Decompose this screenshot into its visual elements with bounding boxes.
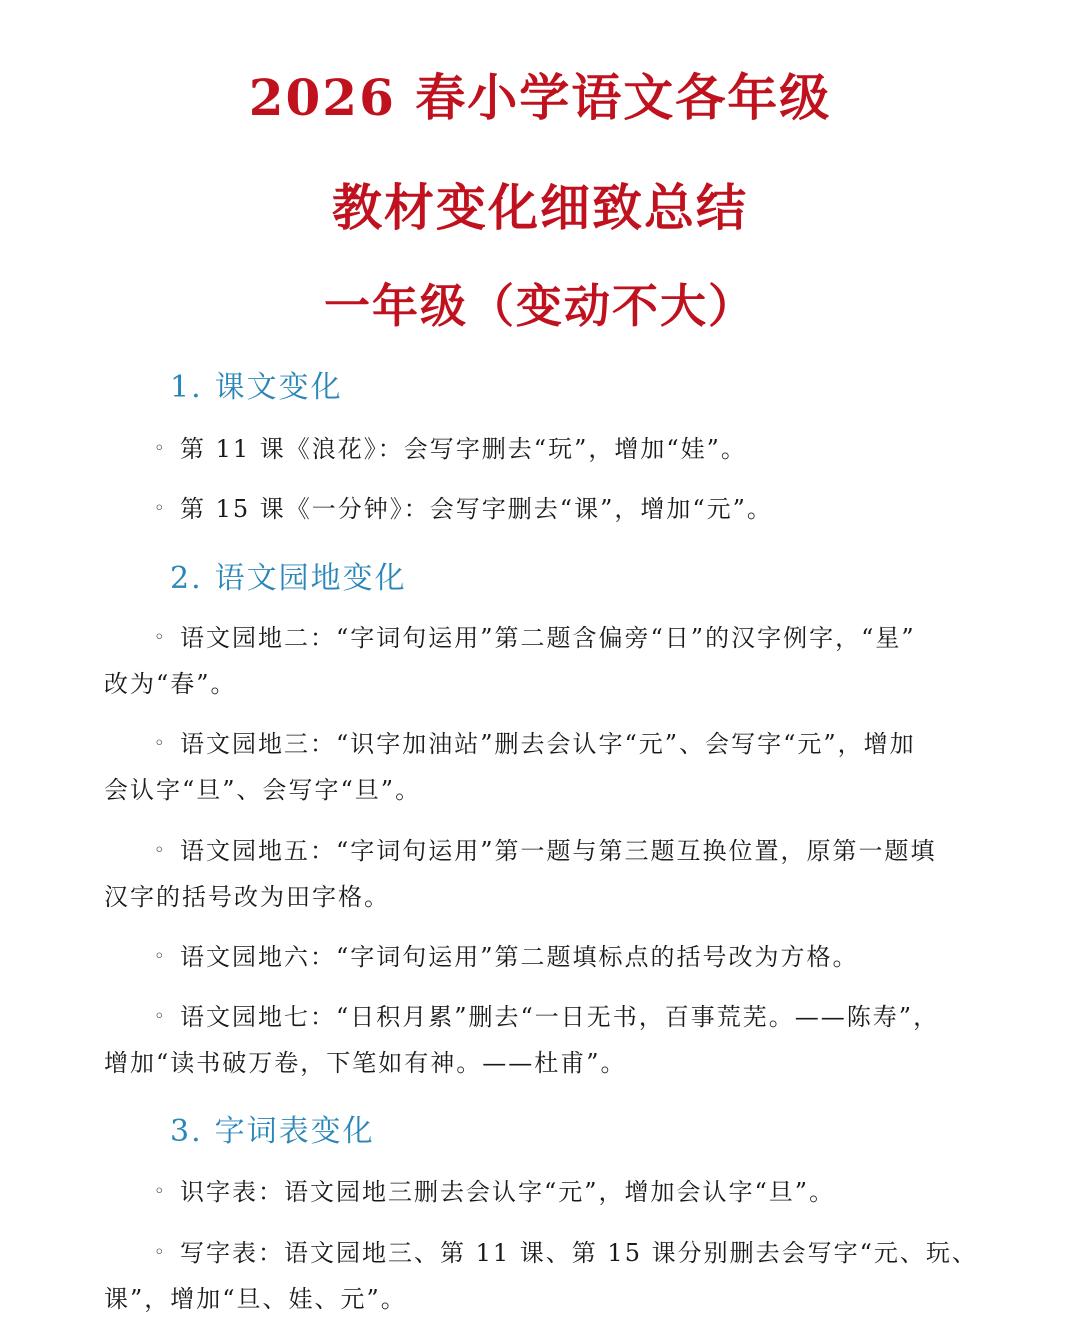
item-text: 识字表：语文园地三删去会认字“元”，增加会认字“旦”。 xyxy=(180,1178,836,1206)
item-text: 语文园地五：“字词句运用”第一题与第三题互换位置，原第一题填 xyxy=(180,837,937,865)
item-text: 语文园地七：“日积月累”删去“一日无书，百事荒芜。——陈寿”， xyxy=(180,1003,940,1031)
list-item xyxy=(104,934,984,980)
bullet-icon: ◦ xyxy=(154,1242,167,1263)
bullet-icon: ◦ xyxy=(154,1181,167,1202)
item-text-continuation: 改为“春”。 xyxy=(104,670,237,698)
bullet-icon: ◦ xyxy=(154,946,167,967)
item-text-continuation: 课”，增加“旦、娃、元”。 xyxy=(104,1285,407,1313)
item-text: 第 15 课《一分钟》：会写字删去“课”，增加“元”。 xyxy=(180,495,773,523)
section-number: 3. xyxy=(170,1114,203,1149)
main-title-line-2: 教材变化细致总结 xyxy=(332,178,748,237)
list-item xyxy=(104,994,984,1086)
section-number: 2. xyxy=(170,561,203,596)
section-heading-garden-changes xyxy=(170,553,407,597)
section-heading-wordlist-changes xyxy=(170,1106,375,1150)
bullet-icon: ◦ xyxy=(154,733,167,754)
list-item xyxy=(104,1169,984,1215)
section-heading-text-changes xyxy=(170,362,343,406)
item-text: 第 11 课《浪花》：会写字删去“玩”，增加“娃”。 xyxy=(180,435,747,463)
item-text: 写字表：语文园地三、第 11 课、第 15 课分别删去会写字“元、玩、 xyxy=(180,1239,978,1267)
list-item xyxy=(104,486,984,532)
main-title-line-1: 2026 春小学语文各年级 xyxy=(248,68,832,127)
list-item xyxy=(104,721,984,813)
section-title: 语文园地变化 xyxy=(214,561,407,596)
bullet-icon: ◦ xyxy=(154,840,167,861)
bullet-icon: ◦ xyxy=(154,498,167,519)
item-text: 语文园地三：“识字加油站”删去会认字“元”、会写字“元”，增加 xyxy=(180,730,916,758)
list-item xyxy=(104,828,984,920)
list-item xyxy=(104,426,984,472)
list-item xyxy=(104,615,984,707)
bullet-icon: ◦ xyxy=(154,627,167,648)
list-item xyxy=(104,1230,984,1322)
item-text: 语文园地二：“字词句运用”第二题含偏旁“日”的汉字例字，“星” xyxy=(180,624,916,652)
section-number: 1. xyxy=(170,370,203,405)
bullet-icon: ◦ xyxy=(154,438,167,459)
section-title: 字词表变化 xyxy=(214,1114,375,1149)
grade-subtitle: 一年级（变动不大） xyxy=(324,279,756,333)
bullet-icon: ◦ xyxy=(154,1006,167,1027)
item-text-continuation: 会认字“旦”、会写字“旦”。 xyxy=(104,776,422,804)
item-text: 语文园地六：“字词句运用”第二题填标点的括号改为方格。 xyxy=(180,943,859,971)
item-text-continuation: 汉字的括号改为田字格。 xyxy=(104,883,390,911)
item-text-continuation: 增加“读书破万卷，下笔如有神。——杜甫”。 xyxy=(104,1049,627,1077)
section-title: 课文变化 xyxy=(214,370,343,405)
